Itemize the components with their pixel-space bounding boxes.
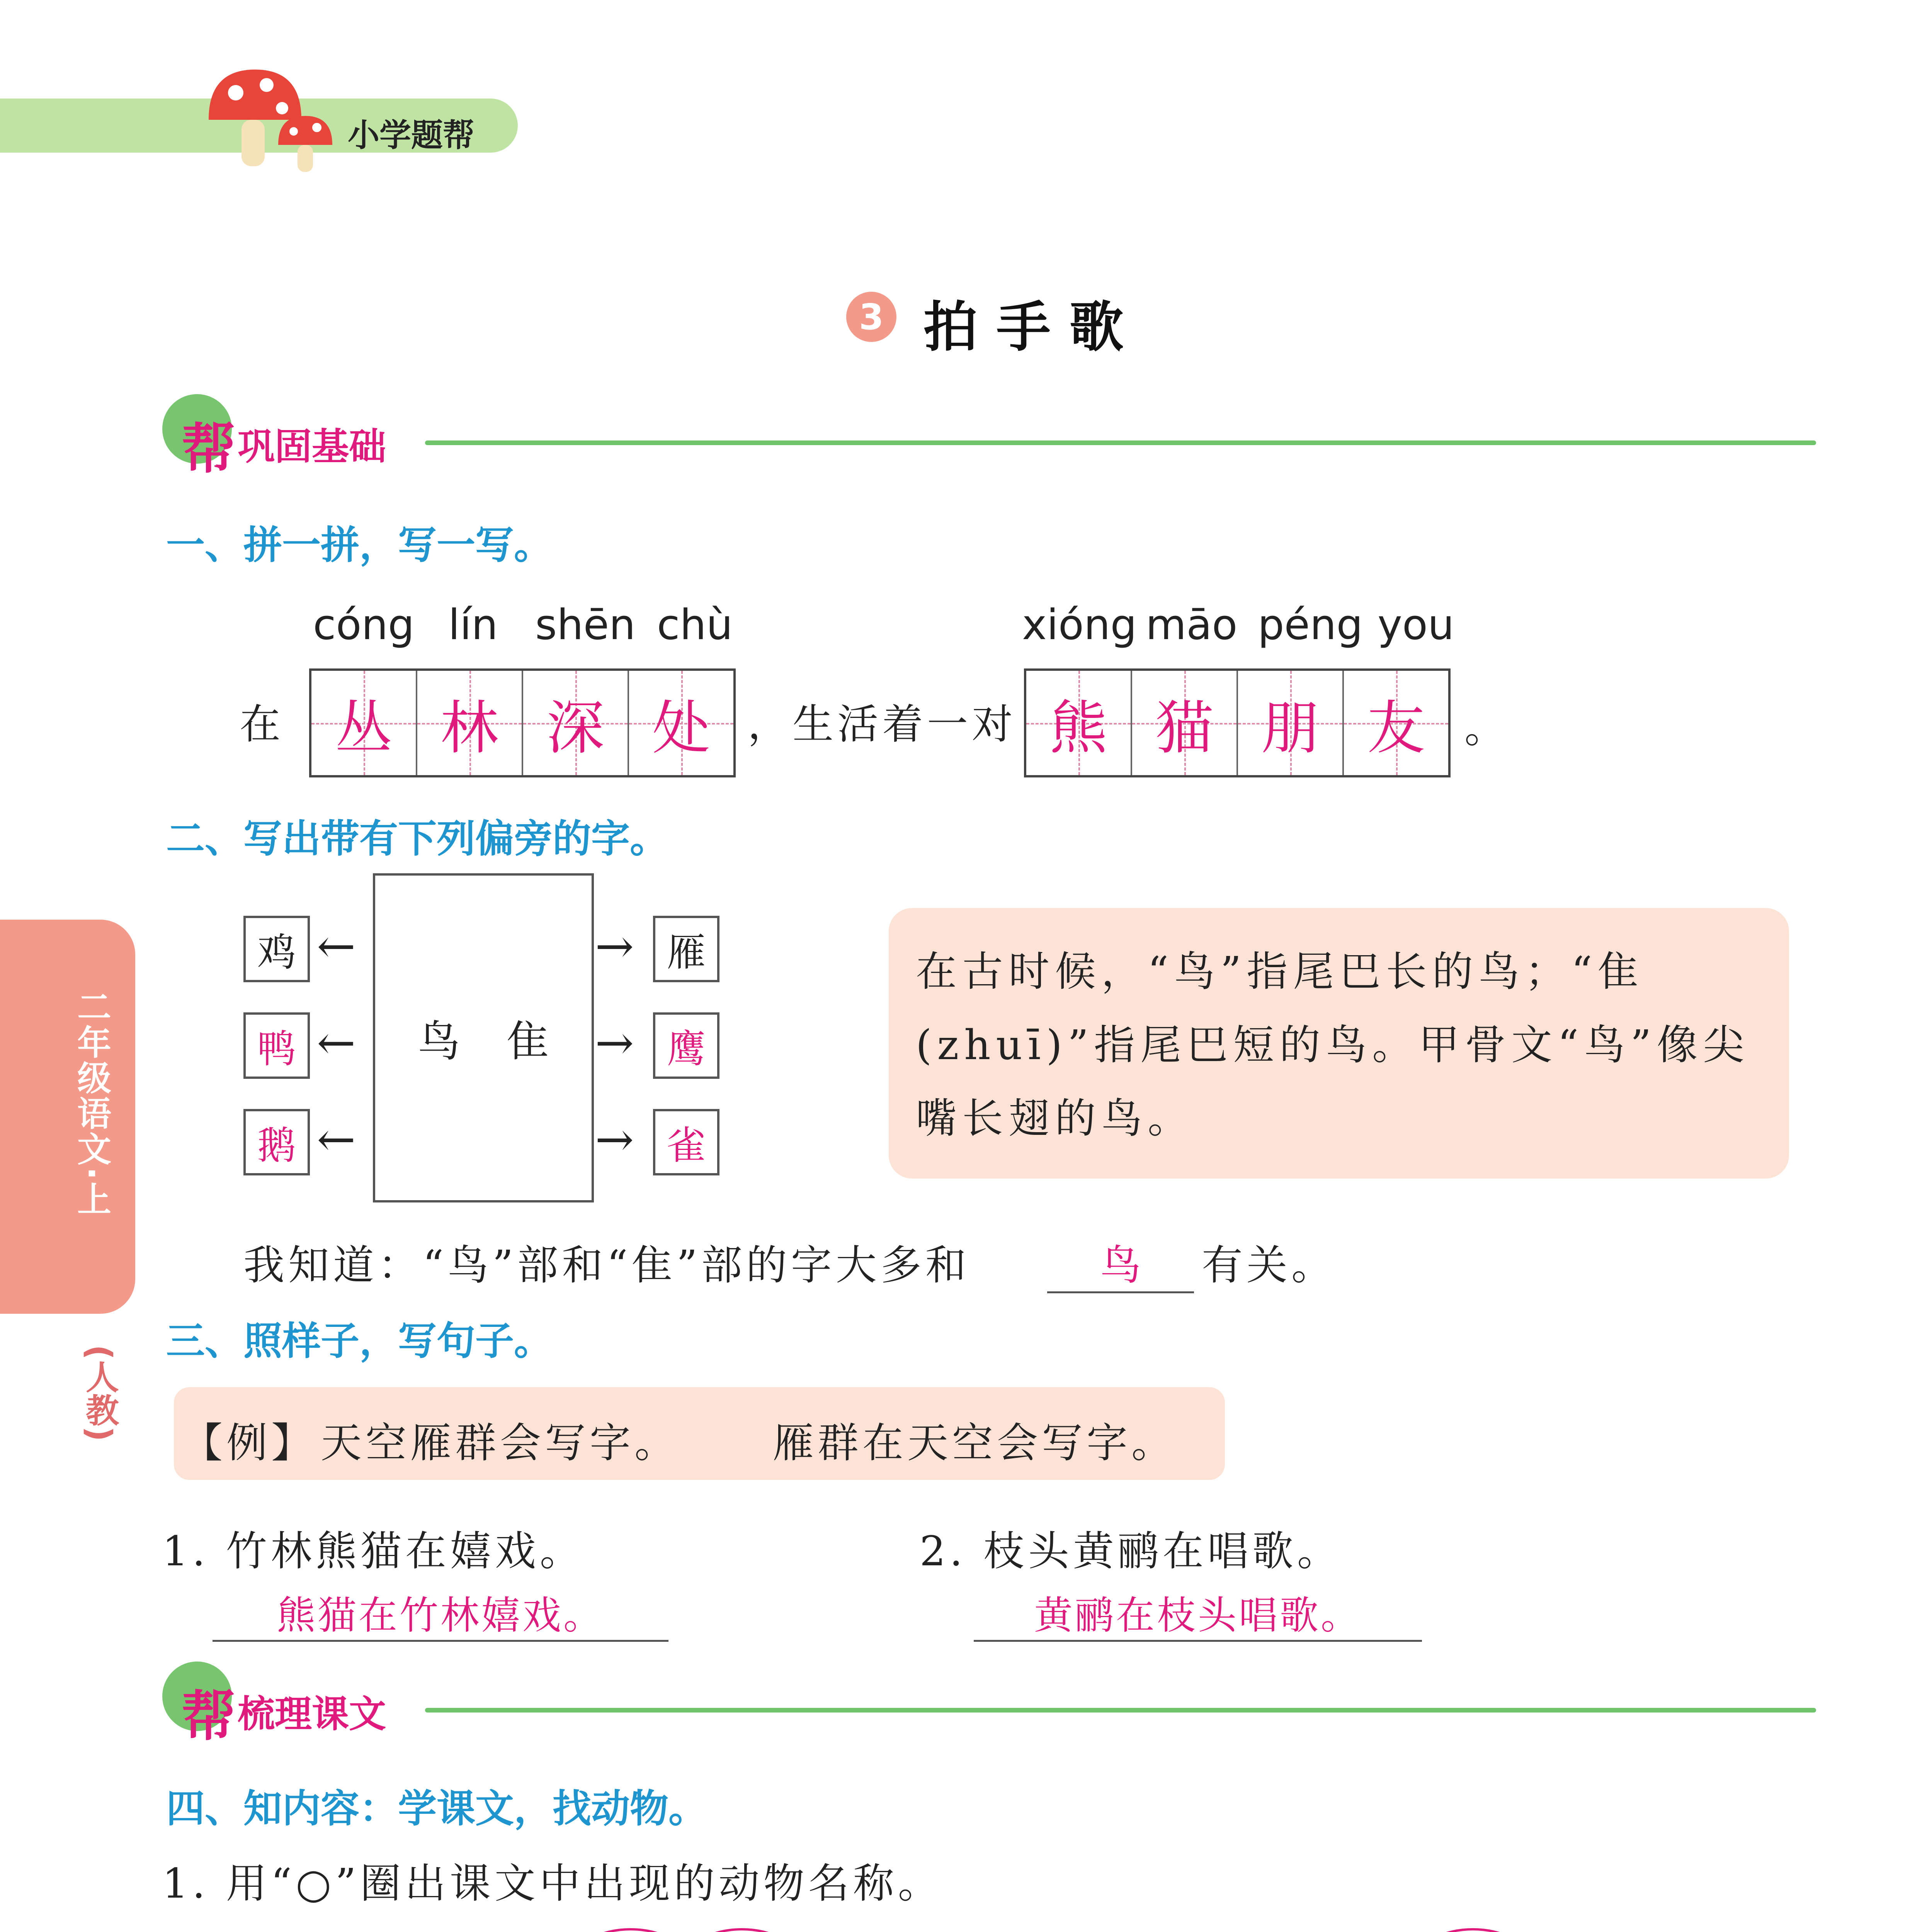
q3-answer-2: 黄鹂在枝头唱歌。 (974, 1584, 1422, 1642)
radical-zhui: 隹 (507, 1017, 549, 1066)
q1-suffix: 。 (1464, 704, 1509, 752)
right-char-box (653, 916, 719, 982)
mushroom-logo-icon (201, 62, 340, 178)
q4-sub1: 1. 用“○”圈出课文中出现的动物名称。 (162, 1860, 943, 1907)
right-char: 鹰 (667, 1026, 706, 1071)
section-divider (425, 1708, 1816, 1713)
pinyin-7: péng (1258, 601, 1363, 649)
brand-label: 小学题帮 (348, 117, 475, 154)
q1-prefix: 在 (240, 701, 284, 748)
know-prefix: 我知道：“鸟”部和“隹”部的字大多和 (243, 1242, 970, 1289)
grid-cell (523, 671, 629, 775)
q3-answer-1: 熊猫在竹林嬉戏。 (213, 1584, 668, 1642)
grid-cell (629, 671, 733, 775)
left-char: 鸭 (257, 1026, 296, 1071)
right-char-box (653, 1012, 719, 1079)
q3-item-2: 2. 枝头黄鹂在唱歌。 (920, 1527, 1342, 1575)
animal-circle (575, 1928, 686, 1932)
answer-char: 友 (1367, 695, 1425, 762)
grid-cell (1132, 671, 1238, 775)
animal-circle (686, 1928, 798, 1932)
left-char: 鸡 (257, 930, 296, 975)
arrow-right-icon: → (595, 1113, 634, 1167)
grid-cell (417, 671, 523, 775)
grid-cell (1238, 671, 1344, 775)
example-b: 雁群在天空会写字。 (773, 1419, 1176, 1467)
side-tab-grade: 二年级语文·上 (72, 989, 112, 1217)
left-char: 鹅 (257, 1123, 296, 1168)
answer-char: 深 (546, 695, 604, 762)
lesson-number: 3 (859, 296, 884, 338)
arrow-right-icon: → (595, 920, 634, 973)
writing-grid-2 (1024, 668, 1451, 777)
q1-title: 一、拼一拼，写一写。 (166, 522, 553, 568)
pinyin-group-1 (309, 601, 746, 647)
section-label: 梳理课文 (238, 1692, 386, 1736)
pinyin-8: you (1378, 601, 1454, 649)
answer-char: 丛 (334, 695, 393, 762)
q4-title: 四、知内容：学课文，找动物。 (166, 1786, 707, 1831)
section-badge: 帮 (182, 418, 236, 481)
section-badge: 帮 (182, 1685, 236, 1748)
right-char: 雁 (667, 930, 706, 975)
pinyin-4: chù (657, 601, 733, 649)
animal-circle (1417, 1928, 1529, 1932)
arrow-left-icon: ← (317, 1016, 356, 1070)
answer-char: 林 (440, 695, 498, 762)
answer-char: 熊 (1049, 695, 1107, 762)
section-header-review (162, 1658, 1824, 1748)
poem-line (216, 1928, 977, 1932)
arrow-right-icon: → (595, 1016, 634, 1070)
right-char-box (653, 1109, 719, 1175)
example-label: 【例】 (182, 1419, 316, 1467)
grid-cell (311, 671, 417, 775)
know-suffix: 有关。 (1202, 1242, 1336, 1289)
radical-bird: 鸟 (418, 1017, 460, 1066)
left-char-box (243, 916, 310, 982)
poem-line (1059, 1928, 1798, 1932)
pinyin-3: shēn (535, 601, 636, 649)
pinyin-group-2 (1022, 601, 1459, 647)
pinyin-6: māo (1146, 601, 1238, 649)
q3-title: 三、照样子，写句子。 (166, 1318, 553, 1364)
know-answer: 鸟 (1047, 1233, 1194, 1293)
answer-char: 处 (652, 695, 710, 762)
left-char-box (243, 1109, 310, 1175)
arrow-left-icon: ← (317, 920, 356, 973)
pinyin-1: cóng (313, 601, 415, 649)
left-char-box (243, 1012, 310, 1079)
arrow-left-icon: ← (317, 1113, 356, 1167)
page-title: 拍 手 歌 (923, 296, 1124, 359)
side-tab-edition: (人教) (80, 1345, 119, 1442)
section-divider (425, 440, 1816, 445)
section-header-consolidate (162, 390, 1824, 481)
note-text: 在古时候，“鸟”指尾巴长的鸟；“隹(zhuī)”指尾巴短的鸟。甲骨文“鸟”像尖嘴长翅的鸟。 (916, 948, 1750, 1142)
q2-title: 二、写出带有下列偏旁的字。 (166, 816, 668, 861)
answer-char: 猫 (1155, 695, 1213, 762)
right-char: 雀 (667, 1123, 706, 1168)
radical-center-box (373, 873, 594, 1202)
answer-char: 朋 (1261, 695, 1319, 762)
q3-item-1: 1. 竹林熊猫在嬉戏。 (162, 1527, 585, 1575)
section-label: 巩固基础 (238, 425, 386, 468)
pinyin-5: xióng (1022, 601, 1137, 649)
writing-grid-1 (309, 668, 736, 777)
q1-middle: ，生活着一对 (748, 701, 1017, 748)
example-a: 天空雁群会写字。 (321, 1419, 679, 1467)
lesson-number-badge (846, 292, 896, 342)
grid-cell (1344, 671, 1448, 775)
pinyin-2: lín (448, 601, 498, 649)
grid-cell (1026, 671, 1132, 775)
